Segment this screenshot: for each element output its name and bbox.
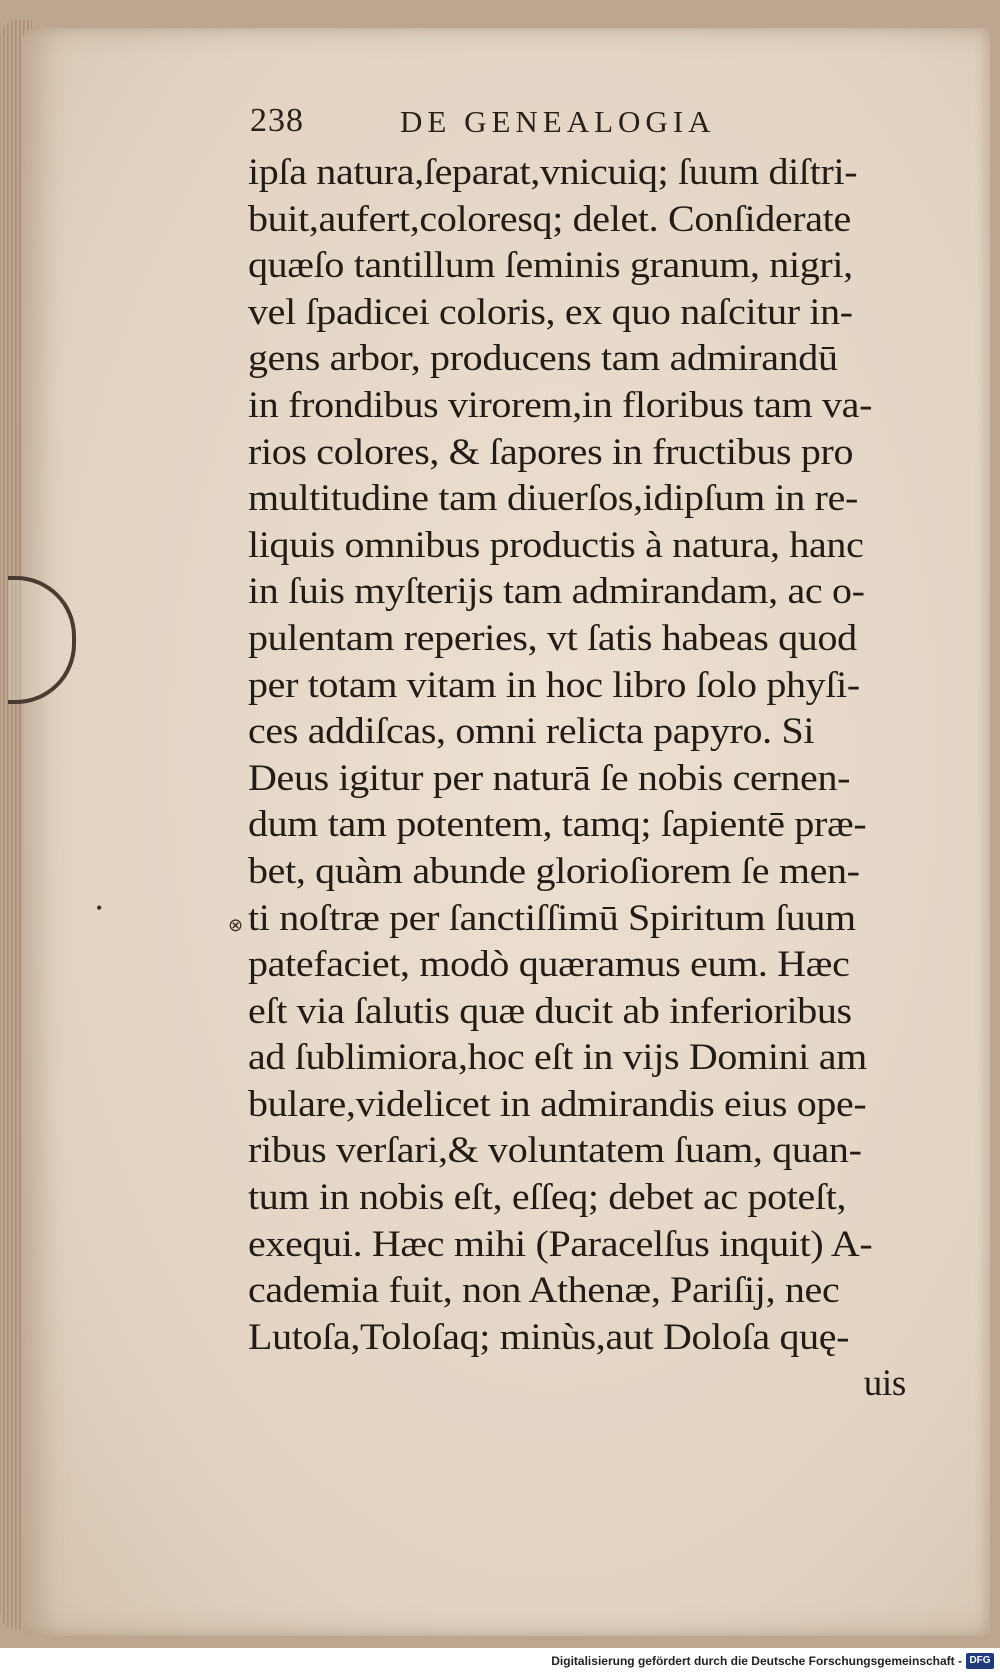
text-line: pulentam reperies, vt ſatis habeas quod xyxy=(248,617,857,659)
marginal-symbol-icon: ⊗ xyxy=(228,915,244,935)
text-line: quæſo tantillum ſeminis granum, nigri, xyxy=(248,245,853,287)
text-line: cademia fuit, non Athenæ, Pariſij, nec xyxy=(248,1270,840,1312)
clasp-icon xyxy=(8,576,76,704)
text-line: Lutoſa,Toloſaq; minùs,aut Doloſa quę- xyxy=(248,1316,850,1358)
text-line: buit,aufert,coloresq; delet. Conſiderate xyxy=(248,198,851,240)
text-line: liquis omnibus productis à natura, hanc xyxy=(248,524,864,566)
text-line: multitudine tam diuerſos,idipſum in re- xyxy=(248,478,858,520)
text-line: eſt via ſalutis quæ ducit ab inferioribus xyxy=(248,990,852,1032)
text-line: per totam vitam in hoc libro ſolo phyſi- xyxy=(248,664,860,706)
text-line: bet, quàm abunde glorioſiorem ſe men- xyxy=(248,850,860,892)
page-header xyxy=(250,100,870,148)
text-line: rios colores, & ſapores in fructibus pro xyxy=(248,431,854,473)
running-head: DE GENEALOGIA xyxy=(400,104,716,139)
text-line: Deus igitur per naturā ſe nobis cernen- xyxy=(248,757,851,799)
footer-bar xyxy=(0,1648,1000,1675)
text-line: ipſa natura,ſeparat,vnicuiq; ſuum diſtri- xyxy=(248,152,858,193)
text-line: bulare,videlicet in admirandis eius ope- xyxy=(248,1083,867,1125)
text-line: gens arbor, producens tam admirandū xyxy=(248,338,838,380)
text-line: in frondibus virorem,in floribus tam va- xyxy=(248,384,873,426)
text-line: exequi. Hæc mihi (Paracelſus inquit) A- xyxy=(248,1223,873,1265)
text-line: in ſuis myſterijs tam admirandam, ac o- xyxy=(248,571,865,613)
text-line: tum in nobis eſt, eſſeq; debet ac poteſt, xyxy=(248,1177,847,1219)
text-line: ad ſublimiora,hoc eſt in vijs Domini am xyxy=(248,1037,867,1079)
text-line: vel ſpadicei coloris, ex quo naſcitur in- xyxy=(248,291,853,333)
text-line: ribus verſari,& voluntatem ſuam, quan- xyxy=(248,1130,862,1172)
text-line: patefaciet, modò quæramus eum. Hæc xyxy=(248,944,850,986)
text-line: dum tam potentem, tamq; ſapientē præ- xyxy=(248,804,867,846)
text-line: ces addiſcas, omni relicta papyro. Si xyxy=(248,711,815,753)
dfg-logo-icon: DFG xyxy=(966,1653,994,1669)
catchword: uis xyxy=(863,1363,906,1405)
page-number: 238 xyxy=(250,102,304,139)
margin-mark-icon: • xyxy=(96,898,103,918)
body-text xyxy=(248,150,938,1408)
text-line: ti noſtræ per ſanctiſſimū Spiritum ſuum xyxy=(248,897,856,939)
footer-credit: Digitalisierung gefördert durch die Deutsche Forschungsgemeinschaft - xyxy=(551,1654,962,1668)
